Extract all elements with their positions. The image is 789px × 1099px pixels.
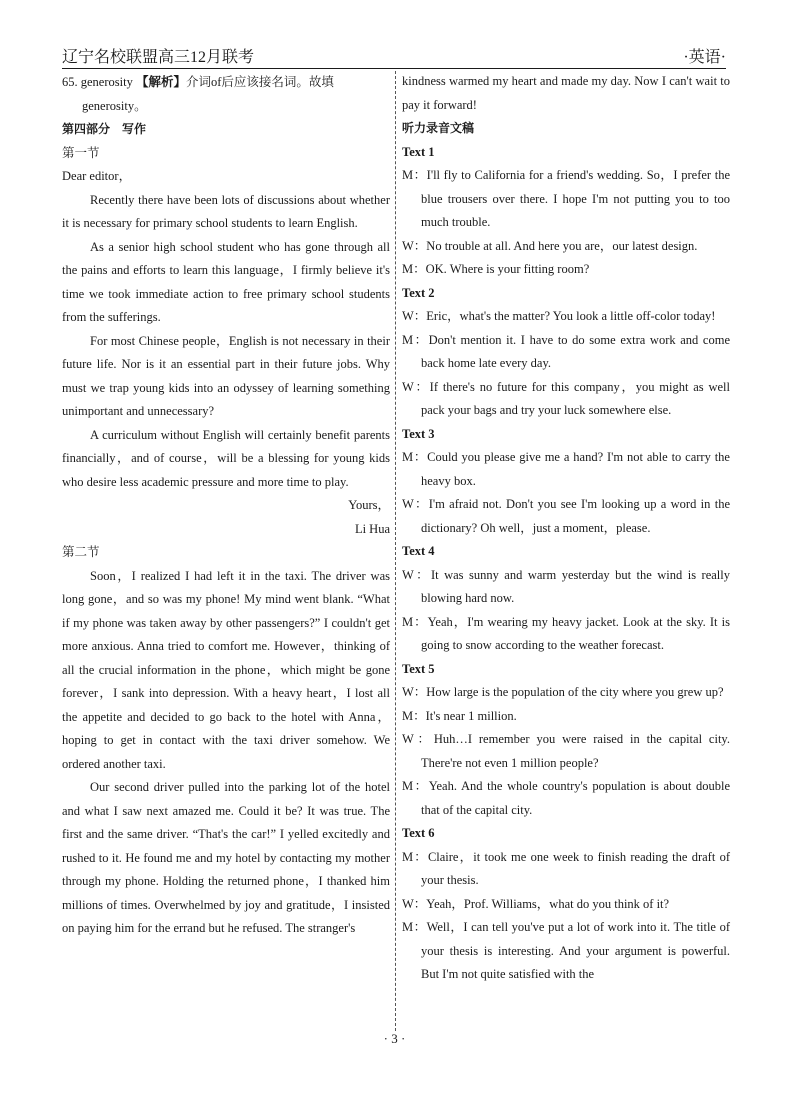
listening-script-title: 听力录音文稿 [402,121,475,135]
answer-65-explanation: 介词of后应该接名词。故填 [185,75,334,89]
answer-65-conclusion: generosity。 [82,98,147,113]
section2-title: 第二节 [62,545,100,559]
dialogue-line: W：Huh…I remember you were raised in the capital city. There're not even 1 million people? [402,732,730,770]
essay-paragraph-3: For most Chinese people，English is not necessary in their future life. Nor is it an essential part in their future jobs. Why must we trap young kids into an odyssey of learning something unimportant and unnecessary? [62,333,390,418]
answer-65-number: 65. generosity [62,75,133,89]
dialogue-line: M：OK. Where is your fitting room? [402,262,590,276]
dialogue-line: M：Don't mention it. I have to do some extra work and come back home late every day. [402,332,730,370]
letter-closing: Yours， [348,498,390,512]
dialogue-line: M：Well，I can tell you've put a lot of work into it. The title of your thesis is interesting. And your argument is powerful. But I'm not quite satisfied with the [402,920,730,981]
text-3-label: Text 3 [402,426,435,441]
dialogue-line: M：Yeah，I'm wearing my heavy jacket. Look at the sky. It is going to snow according to the weather forecast. [402,614,730,652]
text-6-label: Text 6 [402,826,435,840]
section1-title: 第一节 [62,145,100,160]
continuation-paragraph-1: Soon，I realized I had left it in the taxi. The driver was long gone，and so was my phone! My mind went blank. “What if my phone was taken away by other passengers?” I couldn't get more anxious. Anna tried to comfort me. However，thinking of all the crucial information in the phone，which might be gone forever，I sank into depression. With a heavy heart，I lost all the appetite and decided to go back to the hotel with Anna，hoping to get in contact with the taxi driver somehow. We ordered another taxi. [62,568,390,771]
dialogue-line: W：No trouble at all. And here you are，our latest design. [402,238,698,253]
dialogue-line: M：Could you please give me a hand? I'm not able to carry the heavy box. [402,450,730,488]
dialogue-line: W：Eric，what's the matter? You look a little off-color today! [402,309,716,323]
analysis-tag: 【解析】 [135,74,186,89]
dialogue-line: W：Yeah，Prof. Williams，what do you think of it? [402,896,670,911]
left-column [62,70,390,941]
essay-paragraph-4: A curriculum without English will certainly benefit parents financially，and of course，will be a blessing for young kids who desire less academic pressure and more time to play. [62,427,390,489]
answer-65 [62,70,390,95]
page-header [62,44,726,69]
text-1-label: Text 1 [402,144,435,159]
dialogue-line: M：It's near 1 million. [402,708,517,723]
essay-paragraph-1: Recently there have been lots of discussions about whether it is necessary for primary school students to learn English. [62,192,390,230]
text-4-label: Text 4 [402,544,435,558]
part4-title: 第四部分 写作 [62,122,147,136]
text-5-label: Text 5 [402,661,435,676]
dialogue-line: W：I'm afraid not. Don't you see I'm looking up a word in the dictionary? Oh well，just a moment，please. [402,497,730,535]
letter-greeting: Dear editor， [62,169,132,183]
continuation-paragraph-2: Our second driver pulled into the parking lot of the hotel and what I saw next amazed me. Could it be? It was true. The first and the same driver. “That's the car!” I yelled excitedly and rushed to it. He found me and my hotel by contacting my mother through my phone. Holding the returned phone，I thanked him millions of times. Overwhelmed by joy and gratitude，I insisted on paying him for the errand but he refused. The stranger's [62,780,390,935]
dialogue-line: M：I'll fly to California for a friend's wedding. So，I prefer the blue trousers over there. I hope I'm not putting you to too much trouble. [402,168,730,229]
dialogue-line: M：Yeah. And the whole country's population is about double that of the capital city. [402,779,730,817]
text-2-label: Text 2 [402,285,435,300]
column-divider [395,71,396,1031]
dialogue-line: M：Claire，it took me one week to finish reading the draft of your thesis. [402,849,730,887]
dialogue-line: W：It was sunny and warm yesterday but the wind is really blowing hard now. [402,567,730,605]
dialogue-line: W：How large is the population of the city where you grew up? [402,685,724,699]
essay-paragraph-2: As a senior high school student who has gone through all the pains and efforts to learn this language，I firmly believe it's time we took immediate action to free primary school students from the sufferings. [62,239,390,324]
right-column [402,70,730,987]
subject-label: ·英语· [683,49,726,66]
letter-signature: Li Hua [354,521,390,536]
page-number: · 3 · [383,1031,406,1046]
dialogue-line: W：If there's no future for this company，you might as well pack your bags and try your luck somewhere else. [402,379,730,417]
exam-title: 辽宁名校联盟高三12月联考 [62,49,255,66]
continuation-ending: kindness warmed my heart and made my day. Now I can't wait to pay it forward! [402,74,730,112]
